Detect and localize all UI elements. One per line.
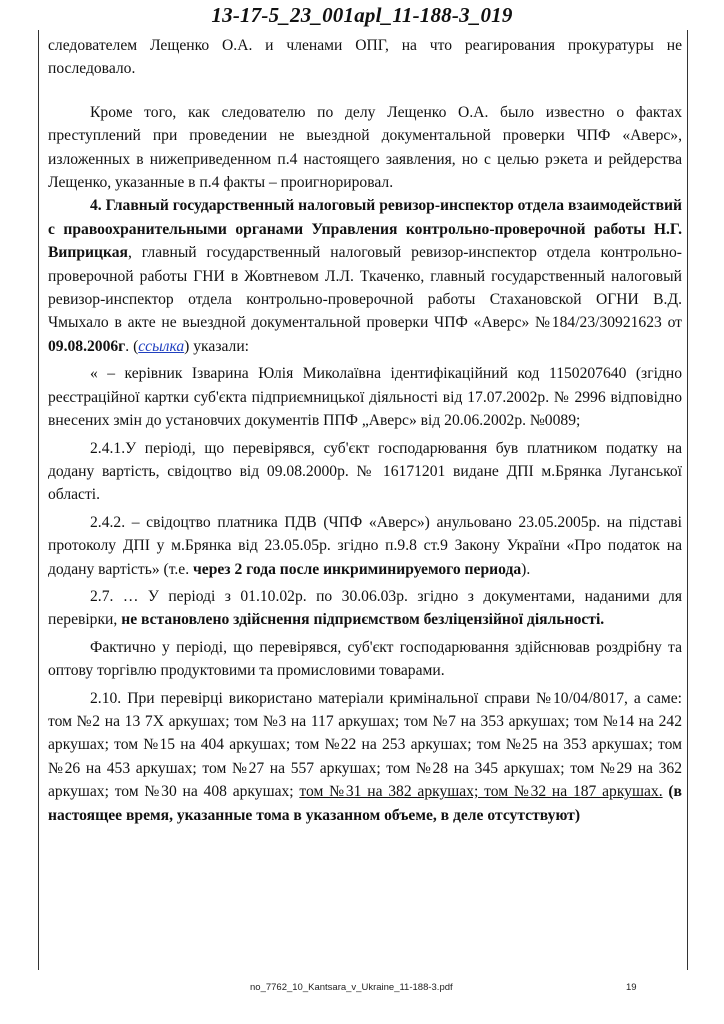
- paragraph-continuation: следователем Лещенко О.А. и членами ОПГ, на что реагирования прокуратуры не последовало.: [48, 37, 682, 78]
- footer-filename: no_7762_10_Kantsara_v_Ukraine_11-188-3.pdf: [250, 982, 453, 993]
- quote-2-10: [48, 687, 682, 827]
- item-4-heading: 4. Главный государственный налоговый ревизор-инспектор отдела взаимодействий с правоохранительными органами Управления контрольно-проверочной работы Н.Г. Виприцкая: [48, 197, 682, 262]
- item-4-body: , главный государственный налоговый ревизор-инспектор отдела контрольно-проверочной работы ГНИ в Жовтневом Л.Л. Ткаченко, главный государственный налоговый ревизор-инспектор отдела контрольно-проверочной работы Стахановской ОГНИ В.Д. Чмыхало в акте не выездной документальной проверки ЧПФ «Аверс» №184/23/30921623 от: [48, 244, 682, 332]
- quote-2-10-underlined: том №31 на 382 аркушах; том №32 на 187 аркушах.: [299, 783, 663, 801]
- quote-2-4-2-bold: через 2 года после инкриминируемого периода: [193, 560, 522, 578]
- quote-2-10-bold: (в настоящее время, указанные тома в указанном объеме, в деле отсутствуют): [48, 783, 682, 824]
- quote-2-4-2-end: ).: [521, 560, 531, 578]
- act-date: 09.08.2006г: [48, 337, 126, 355]
- quote-2-10-text: 2.10. При перевірці використано матеріали кримінальної справи №10/04/8017, а саме: том №2 на 13 7Х аркушах; том №3 на 117 аркушах; том №7 на 353 аркушах; том №14 на 242 аркушах; том №15 на 404 аркушах; том №22 на 253 аркушах; том №25 на 353 аркушах; том №26 на 453 аркушах; том №27 на 557 аркушах; том №28 на 345 аркушах; том №29 на 362 аркушах; том №30 на 408 аркушах;: [48, 689, 682, 801]
- paragraph-gap: [48, 81, 682, 101]
- quote-2-7-bold: не встановлено здійснення підприємством безліцензійної діяльності.: [121, 611, 605, 629]
- quote-director: « – керівник Ізварина Юлія Миколаївна ідентифікаційний код 1150207640 (згідно реєстраційної картки суб'єкта підприємницької діяльності від 17.07.2002р. № 2996 відповідно внесених змін до установчих документів ППФ „Аверс» від 20.06.2002р. №0089;: [48, 365, 682, 430]
- document-body: [48, 34, 682, 827]
- quote-2-4-2-text: 2.4.2. – свідоцтво платника ПДВ (ЧПФ «Аверс») анульовано 23.05.2005р. на підставі протоколу ДПІ у м.Брянка від 23.05.05р. згідно п.9.8 ст.9 Закону України «Про податок на додану вартість» (т.е.: [48, 513, 682, 578]
- item-4-punct: . (: [125, 337, 139, 355]
- quote-2-4-2: [48, 511, 682, 581]
- item-4-end: ) указали:: [184, 337, 249, 355]
- document-code-header: 13-17-5_23_001apl_11-188-3_019: [211, 3, 513, 27]
- quote-2-7: [48, 585, 682, 632]
- quote-2-4-1: 2.4.1.У періоді, що перевірявся, суб'єкт господарювання був платником податку на додану вартість, свідоцтво від 09.08.2000р. № 16171201 видане ДПІ м.Брянка Луганської області.: [48, 439, 682, 504]
- paragraph-item-4: [48, 194, 682, 358]
- paragraph-investigator: Кроме того, как следователю по делу Лещенко О.А. было известно о фактах преступлений при проведении не выездной документальной проверки ЧПФ «Аверс», изложенных в нижеприведенном п.4 настоящего заявления, но с целью рэкета и рейдерства Лещенко, указанные в п.4 факты – проигнорировал.: [48, 103, 682, 192]
- reference-link[interactable]: ссылка: [138, 337, 185, 355]
- quote-2-7-text: 2.7. … У періоді з 01.10.02р. по 30.06.03р. згідно з документами, наданими для перевірки,: [48, 587, 682, 629]
- quote-trade: Фактично у періоді, що перевірявся, суб'єкт господарювання здійснював роздрібну та оптову торгівлю продуктовими та промисловими товарами.: [48, 638, 682, 680]
- page-number: 19: [626, 982, 637, 993]
